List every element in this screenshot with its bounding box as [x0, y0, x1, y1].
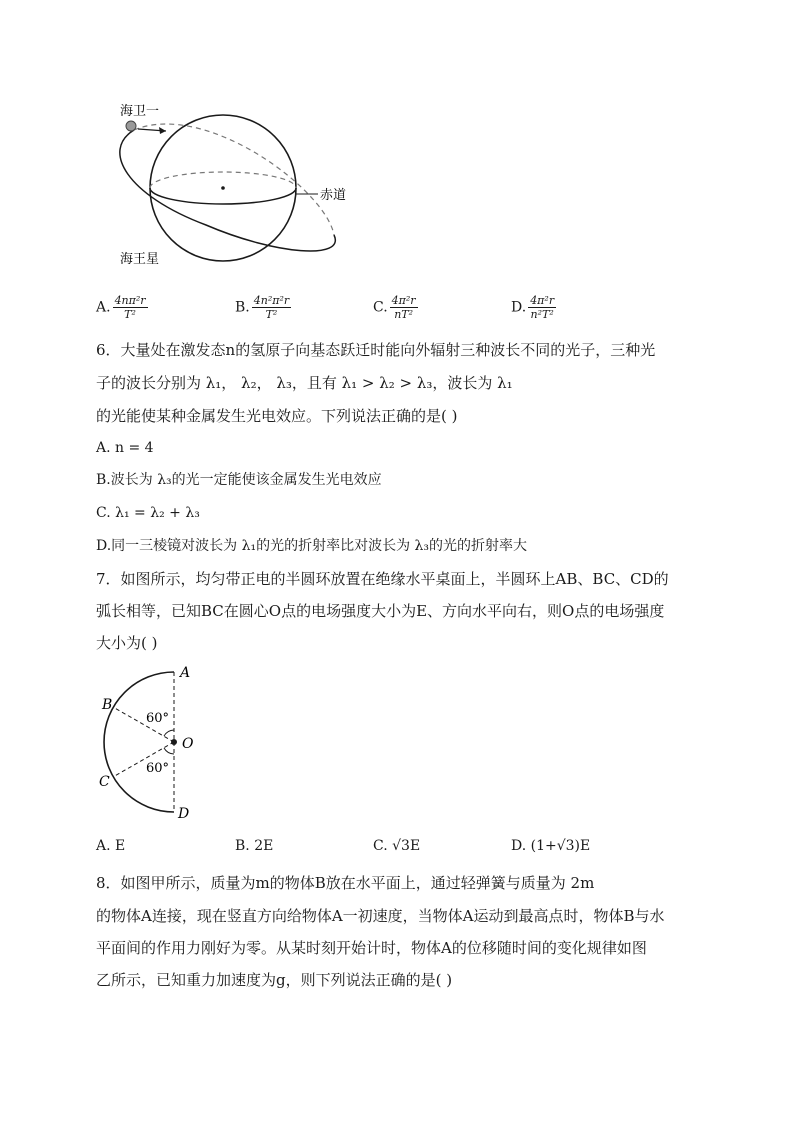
label-triton: 海卫一 — [120, 104, 160, 119]
fraction: $\frac{\text{4π²r}}{\text{n²T²}}$ — [530, 294, 555, 321]
q7-stem-line-1: 7．如图所示，均匀带正电的半圆环放置在绝缘水平桌面上，半圆环上AB、BC、CD的 — [96, 570, 669, 588]
orbit-front — [120, 130, 336, 251]
orbit-arrow-head — [159, 127, 166, 134]
planet-center-dot — [221, 186, 225, 190]
q6-stem-line-1: 6．大量处在激发态n的氢原子向基态跃迁时能向外辐射三种波长不同的光子，三种光 — [96, 341, 656, 359]
fraction: $\frac{\text{4nπ²r}}{\text{T²}}$ — [114, 294, 146, 321]
q7-option-c[interactable]: C. √3E — [373, 838, 421, 854]
label-a: A — [180, 665, 191, 681]
q7-stem-line-3: 大小为( ) — [96, 634, 158, 652]
semicircle-ring-figure — [94, 662, 214, 822]
q8-stem-line-4: 乙所示，已知重力加速度为g，则下列说法正确的是( ) — [96, 971, 453, 989]
q6-option-b[interactable]: B.波长为 λ₃的光一定能使该金属发生光电效应 — [96, 472, 382, 488]
label-d: D — [178, 806, 190, 822]
triton-moon — [126, 121, 136, 131]
equator-front — [150, 188, 296, 204]
equator-back-dashed — [150, 172, 296, 188]
q7-stem-line-2: 弧长相等，已知BC在圆心O点的电场强度大小为E、方向水平向右，则O点的电场强度 — [96, 602, 665, 620]
center-point-o — [171, 739, 177, 745]
neptune-orbit-figure — [96, 95, 356, 275]
q7-option-b[interactable]: B. 2E — [235, 838, 274, 854]
q5-option-d[interactable]: D. $\frac{\text{4π²r}}{\text{n²T²}}$ — [511, 294, 555, 321]
orbit-back-dashed — [134, 124, 334, 235]
label-equator: 赤道 — [320, 188, 347, 203]
q8-stem-line-1: 8．如图甲所示，质量为m的物体B放在水平面上，通过轻弹簧与质量为 2m — [96, 874, 595, 892]
label-neptune: 海王星 — [120, 252, 160, 267]
label-c: C — [99, 774, 110, 790]
angle-label-bottom: 60° — [146, 761, 170, 776]
label-o: O — [182, 736, 194, 752]
semicircle-arc — [104, 672, 174, 812]
q8-stem-line-3: 平面间的作用力刚好为零。从某时刻开始计时，物体A的位移随时间的变化规律如图 — [96, 939, 647, 957]
angle-arc-top — [164, 730, 174, 736]
label-b: B — [102, 697, 113, 713]
q8-stem-line-2: 的物体A连接，现在竖直方向给物体A一初速度，当物体A运动到最高点时，物体B与水 — [96, 907, 665, 925]
fraction: $\frac{\text{4π²r}}{\text{nT²}}$ — [391, 294, 416, 321]
q5-option-c[interactable]: C. $\frac{\text{4π²r}}{\text{nT²}}$ — [373, 294, 416, 321]
q7-option-d[interactable]: D. (1+√3)E — [511, 838, 591, 854]
angle-arc-bottom — [164, 748, 174, 754]
q5-option-b[interactable]: B. $\frac{\text{4n²π²r}}{\text{T²}}$ — [235, 294, 290, 321]
q6-option-a[interactable]: A. n = 4 — [96, 440, 154, 456]
q7-option-a[interactable]: A. E — [96, 838, 126, 854]
angle-label-top: 60° — [146, 711, 170, 726]
q5-option-a[interactable]: A. $\frac{\text{4nπ²r}}{\text{T²}}$ — [96, 294, 146, 321]
q6-option-c[interactable]: C. λ₁ = λ₂ + λ₃ — [96, 505, 200, 521]
q6-option-d[interactable]: D.同一三棱镜对波长为 λ₁的光的折射率比对波长为 λ₃的光的折射率大 — [96, 538, 528, 554]
q6-stem-line-2: 子的波长分别为 λ₁， λ₂， λ₃，且有 λ₁ > λ₂ > λ₃，波长为 λ₁ — [96, 374, 513, 392]
fraction: $\frac{\text{4n²π²r}}{\text{T²}}$ — [253, 294, 290, 321]
q6-stem-line-3: 的光能使某种金属发生光电效应。下列说法正确的是( ) — [96, 407, 458, 425]
